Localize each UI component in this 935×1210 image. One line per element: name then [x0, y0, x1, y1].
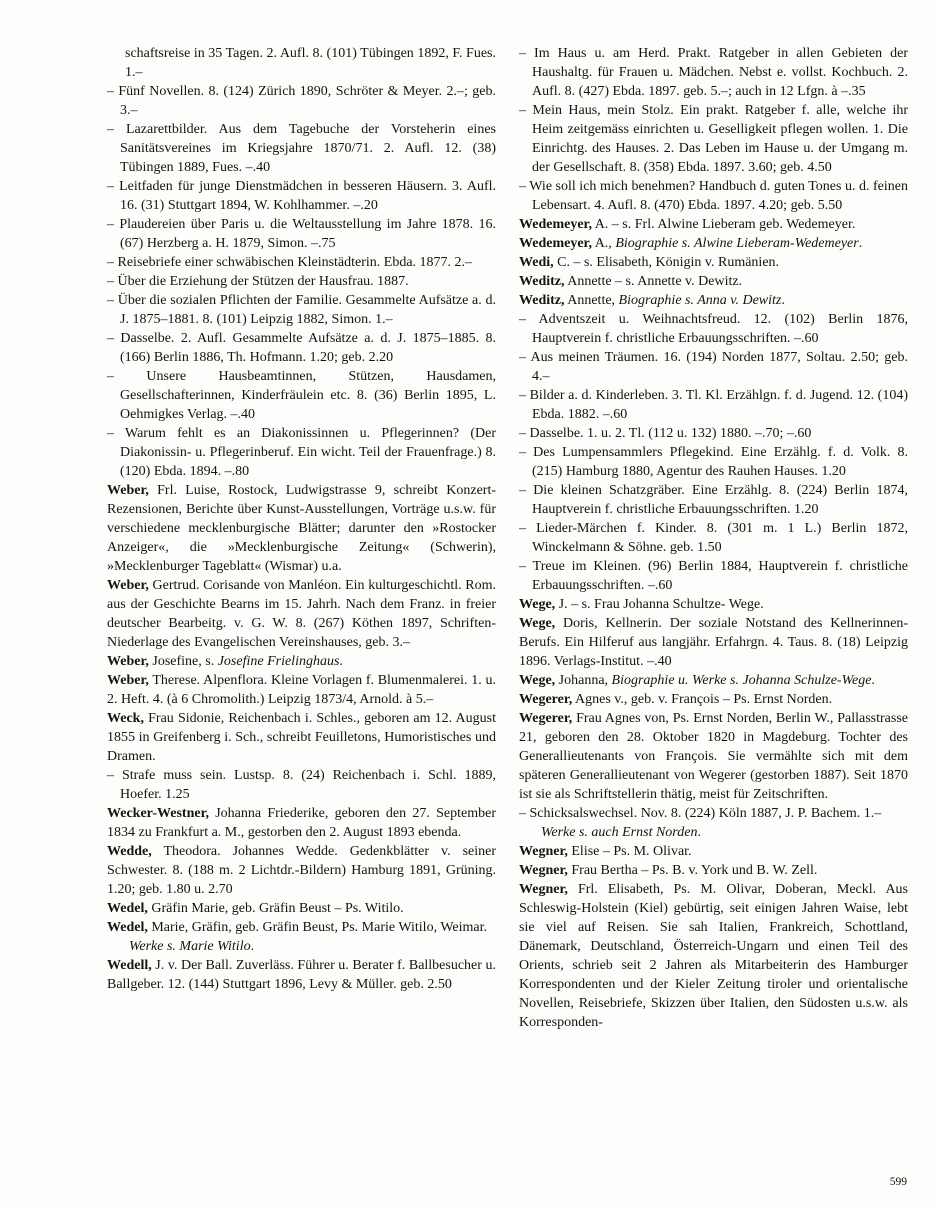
lexicon-entry: Wedel, Gräfin Marie, geb. Gräfin Beust – Ps. Witilo.: [107, 901, 404, 916]
lexicon-entry: Weck, Frau Sidonie, Reichenbach i. Schles., geboren am 12. August 1855 in Greifenberg i. Sch., schreibt Feuilletons, Humoristisches und Dramen.: [107, 711, 496, 764]
work-item: – Bilder a. d. Kinderleben. 3. Tl. Kl. Erzählgn. f. d. Jugend. 12. (104) Ebda. 1882. –.60: [519, 388, 908, 422]
lexicon-entry: Wedell, J. v. Der Ball. Zuverläss. Führer u. Berater f. Ballbesucher u. Ballgeber. 12. (144) Stuttgart 1896, Levy & Müller. geb. 2.50: [107, 958, 496, 992]
work-item: – Wie soll ich mich benehmen? Handbuch d. guten Tones u. d. feinen Lebensart. 4. Aufl. 8. (470) Ebda. 1897. 4.20; geb. 5.50: [519, 179, 908, 213]
work-item: – Über die Erziehung der Stützen der Hausfrau. 1887.: [107, 274, 409, 289]
werke-crossref: Werke s. auch Ernst Norden.: [541, 825, 701, 840]
work-item: – Des Lumpensammlers Pflegekind. Eine Erzählg. f. d. Volk. 8. (215) Hamburg 1880, Agentur des Rauhen Hauses. 1.20: [519, 445, 908, 479]
work-item: – Strafe muss sein. Lustsp. 8. (24) Reichenbach i. Schl. 1889, Hoefer. 1.25: [107, 768, 496, 802]
lexicon-entry: Weber, Josefine, s. Josefine Frielinghaus.: [107, 654, 343, 669]
work-item: – Lieder-Märchen f. Kinder. 8. (301 m. 1 L.) Berlin 1872, Winckelmann & Söhne. geb. 1.50: [519, 521, 908, 555]
werke-crossref: Werke s. Marie Witilo.: [129, 939, 255, 954]
lexicon-entry: Weber, Therese. Alpenflora. Kleine Vorlagen f. Blumenmalerei. 1. u. 2. Heft. 4. (à 6 Chromolith.) Leipzig 1873/4, Arnold. à 5.–: [107, 673, 496, 707]
work-item: – Treue im Kleinen. (96) Berlin 1884, Hauptverein f. christliche Erbauungsschriften. –.60: [519, 559, 908, 593]
work-item: – Warum fehlt es an Diakonissinnen u. Pflegerinnen? (Der Diakonissin- u. Pflegerinberuf. Ein wicht. Teil der Frauenfrage.) 8. (120) Ebda. 1894. –.80: [107, 426, 496, 479]
lexicon-entry: Wecker-Westner, Johanna Friederike, geboren den 27. September 1834 zu Frankfurt a. M., gestorben den 2. August 1893 ebenda.: [107, 806, 496, 840]
lexicon-entry: Wege, Johanna, Biographie u. Werke s. Johanna Schulze-Wege.: [519, 673, 875, 688]
page-number: 599: [889, 1176, 907, 1188]
lexicon-entry: Weber, Frl. Luise, Rostock, Ludwigstrasse 9, schreibt Konzert-Rezensionen, Berichte über Kunst-Ausstellungen, Vorträge u.s.w. für verschiedene mecklenburgische Blätter; darunter den »Rostocker Anzeiger«, die »Mecklenburgische Zeitung« (Schwerin), »Mecklenburger Tageblatt« (Wismar) u.a.: [107, 483, 496, 574]
work-item: – Adventszeit u. Weihnachtsfreud. 12. (102) Berlin 1876, Hauptverein f. christliche Erbauungsschriften. –.60: [519, 312, 908, 346]
continuation-paragraph: schaftsreise in 35 Tagen. 2. Aufl. 8. (101) Tübingen 1892, F. Fues. 1.–: [125, 46, 496, 80]
lexicon-entry: Wedemeyer, A., Biographie s. Alwine Lieberam-Wedemeyer.: [519, 236, 863, 251]
work-item: – Im Haus u. am Herd. Prakt. Ratgeber in allen Gebieten der Haushaltg. für Frauen u. Mädchen. Nebst e. vollst. Kochbuch. 2. Aufl. 8. (427) Ebda. 1897. geb. 5.–; auch in 12 Lfgn. à –.35: [519, 46, 908, 99]
work-item: – Fünf Novellen. 8. (124) Zürich 1890, Schröter & Meyer. 2.–; geb. 3.–: [107, 84, 496, 118]
lexicon-entry: Wege, Doris, Kellnerin. Der soziale Notstand des Kellnerinnen-Berufs. Ein Hilferuf aus langjähr. Erfahrgn. 4. Taus. 8. (18) Leipzig 1896. Verlags-Institut. –.40: [519, 616, 908, 669]
lexicon-entry: Wegerer, Frau Agnes von, Ps. Ernst Norden, Berlin W., Pallasstrasse 21, geboren den 28. Oktober 1820 in Magdeburg. Tochter des Generallieutenants von François. Sie vermählte sich mit dem späteren Generallieutenant von Wegerer (gestorben 1887). Seit 1870 ist sie als Schriftstellerin thätig, meist für Zeitschriften.: [519, 711, 908, 802]
work-item: – Unsere Hausbeamtinnen, Stützen, Hausdamen, Gesellschafterinnen, Kinderfräulein etc. 8. (36) Berlin 1895, L. Oehmigkes Verlag. –.40: [107, 369, 496, 422]
lexicon-entry: Weber, Gertrud. Corisande von Manléon. Ein kulturgeschichtl. Rom. aus der Geschichte Bearns im 15. Jahrh. Nach dem Franz. in freier deutscher Bearbeitg. v. G. W. 8. (267) Köthen 1897, Schriften-Niederlage des Evangelischen Vereinshauses, geb. 3.–: [107, 578, 496, 650]
work-item: – Mein Haus, mein Stolz. Ein prakt. Ratgeber f. alle, welche ihr Heim zeitgemäss einrichten u. Geselligkeit pflegen wollen. 1. Die Einrichtg. des Hauses. 2. Das Leben im Hause u. der Umgang m. der Gesellschaft. 8. (358) Ebda. 1897. 3.60; geb. 4.50: [519, 103, 908, 175]
work-item: – Dasselbe. 1. u. 2. Tl. (112 u. 132) 1880. –.70; –.60: [519, 426, 812, 441]
work-item: – Lazarettbilder. Aus dem Tagebuche der Vorsteherin eines Sanitätsvereines im Kriegsjahre 1870/71. 2. Aufl. 12. (38) Tübingen 1889, Fues. –.40: [107, 122, 496, 175]
work-item: – Leitfaden für junge Dienstmädchen in besseren Häusern. 3. Aufl. 16. (31) Stuttgart 1894, W. Kohlhammer. –.20: [107, 179, 496, 213]
lexicon-entry: Wegerer, Agnes v., geb. v. François – Ps. Ernst Norden.: [519, 692, 833, 707]
lexicon-entry: Weditz, Annette, Biographie s. Anna v. Dewitz.: [519, 293, 785, 308]
lexicon-entry: Wegner, Frl. Elisabeth, Ps. M. Olivar, Doberan, Meckl. Aus Schleswig-Holstein (Kiel) gebürtig, seit einigen Jahren Waise, lebt sie viel auf Reisen. Sie sah Italien, Frankreich, Schottland, Dänemark, Deutschland, Österreich-Ungarn und einen Teil des Orients, schrieb seit 2 Jahren als Mitarbeiterin des Hamburger Korrespondenten und der Kieler Zeitung tiroler und orientalische Novellen, Reisebriefe, Skizzen über Italien, den Südosten u.s.w. als Korresponden-: [519, 882, 908, 1030]
work-item: – Reisebriefe einer schwäbischen Kleinstädterin. Ebda. 1877. 2.–: [107, 255, 473, 270]
work-item: – Über die sozialen Pflichten der Familie. Gesammelte Aufsätze a. d. J. 1875–1881. 8. (101) Leipzig 1882, Simon. 1.–: [107, 293, 496, 327]
lexicon-entry: Wedemeyer, A. – s. Frl. Alwine Lieberam geb. Wedemeyer.: [519, 217, 856, 232]
lexicon-entry: Wedi, C. – s. Elisabeth, Königin v. Rumänien.: [519, 255, 780, 270]
work-item: – Die kleinen Schatzgräber. Eine Erzählg. 8. (224) Berlin 1874, Hauptverein f. christliche Erbauungsschriften. 1.20: [519, 483, 908, 517]
lexicon-entry: Weditz, Annette – s. Annette v. Dewitz.: [519, 274, 743, 289]
lexicon-entry: Wedde, Theodora. Johannes Wedde. Gedenkblätter v. seiner Schwester. 8. (188 m. 2 Lichtdr.-Bildern) Hamburg 1891, Grüning. 1.20; geb. 1.80 u. 2.70: [107, 844, 496, 897]
lexicon-entry: Wegner, Frau Bertha – Ps. B. v. York und B. W. Zell.: [519, 863, 818, 878]
work-item: – Dasselbe. 2. Aufl. Gesammelte Aufsätze a. d. J. 1875–1885. 8. (166) Berlin 1886, Th. Hofmann. 1.20; geb. 2.20: [107, 331, 496, 365]
lexicon-entry: Wege, J. – s. Frau Johanna Schultze- Wege.: [519, 597, 764, 612]
lexicon-entry: Wedel, Marie, Gräfin, geb. Gräfin Beust, Ps. Marie Witilo, Weimar.: [107, 920, 488, 935]
work-item: – Schicksalswechsel. Nov. 8. (224) Köln 1887, J. P. Bachem. 1.–: [519, 806, 882, 821]
work-item: – Aus meinen Träumen. 16. (194) Norden 1877, Soltau. 2.50; geb. 4.–: [519, 350, 908, 384]
column-left: [107, 44, 496, 1032]
text-columns: [107, 44, 908, 1032]
work-item: – Plaudereien über Paris u. die Weltausstellung im Jahre 1878. 16. (67) Herzberg a. H. 1879, Simon. –.75: [107, 217, 496, 251]
lexicon-entry: Wegner, Elise – Ps. M. Olivar.: [519, 844, 692, 859]
column-right: [519, 44, 908, 1032]
